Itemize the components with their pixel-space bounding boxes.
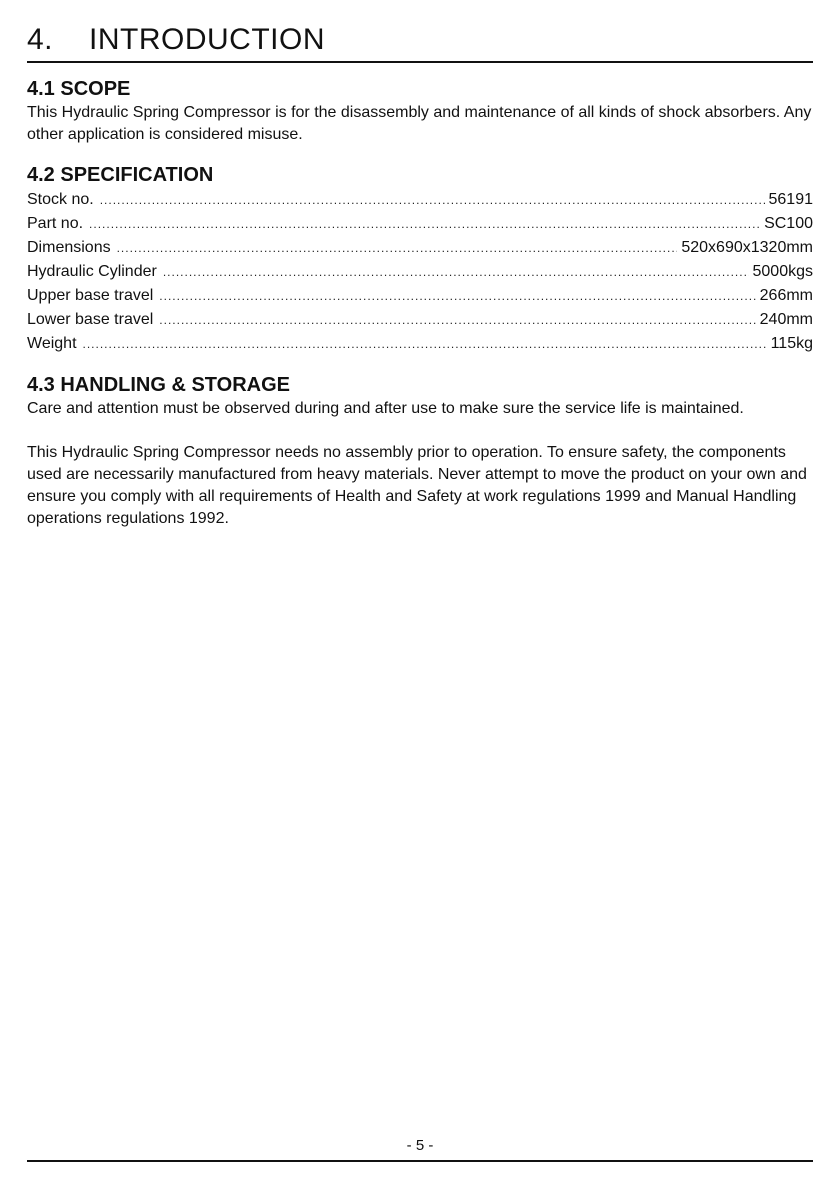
handling-paragraph-1: Care and attention must be observed during and after use to make sure the service life is maintained.	[27, 400, 744, 417]
spec-row-upper-base-travel	[27, 284, 813, 308]
page-number: - 5 -	[406, 1137, 434, 1154]
scope-heading: 4.1 SCOPE	[27, 78, 131, 100]
spec-label: Hydraulic Cylinder	[27, 263, 157, 280]
paragraph-spacer	[27, 420, 813, 442]
dot-leader	[83, 332, 767, 356]
dot-leader	[117, 236, 678, 260]
handling-paragraph-2: This Hydraulic Spring Compressor needs no assembly prior to operation. To ensure safety, the components used are necessarily manufactured from heavy materials. Never attempt to move the product on your own and ensure you comply with all requirements of Health and Safety at work regulations 1999 and Manual Handling operations regulations 1992.	[27, 444, 807, 527]
spec-label: Lower base travel	[27, 311, 154, 328]
spec-value: 266mm	[759, 287, 813, 304]
spec-value: 520x690x1320mm	[681, 239, 813, 256]
spec-row-weight	[27, 332, 813, 356]
scope-section	[27, 76, 813, 146]
spec-value: 115kg	[770, 335, 813, 352]
spec-label: Upper base travel	[27, 287, 154, 304]
specification-section	[27, 162, 813, 356]
chapter-number: 4.	[27, 23, 54, 56]
page-title	[27, 20, 325, 60]
handling-heading: 4.3 HANDLING & STORAGE	[27, 374, 290, 396]
title-divider	[27, 61, 813, 63]
specification-heading: 4.2 SPECIFICATION	[27, 164, 214, 186]
dot-leader	[159, 308, 755, 332]
chapter-title: INTRODUCTION	[89, 23, 325, 56]
spec-row-dimensions	[27, 236, 813, 260]
dot-leader	[163, 260, 749, 284]
spec-row-hydraulic-cylinder	[27, 260, 813, 284]
spec-value: 56191	[768, 191, 813, 208]
spec-row-stock-no	[27, 188, 813, 212]
dot-leader	[159, 284, 755, 308]
main-content	[27, 76, 813, 546]
spec-value: SC100	[764, 215, 813, 232]
spec-value: 240mm	[759, 311, 813, 328]
footer-divider	[27, 1160, 813, 1162]
spec-row-lower-base-travel	[27, 308, 813, 332]
spec-label: Weight	[27, 335, 77, 352]
scope-text: This Hydraulic Spring Compressor is for the disassembly and maintenance of all kinds of shock absorbers. Any other application is considered misuse.	[27, 104, 812, 143]
dot-leader	[89, 212, 760, 236]
spec-label: Dimensions	[27, 239, 111, 256]
dot-leader	[100, 188, 765, 212]
spec-label: Part no.	[27, 215, 84, 232]
spec-row-part-no	[27, 212, 813, 236]
spec-value: 5000kgs	[752, 263, 813, 280]
handling-storage-section	[27, 372, 813, 530]
spec-label: Stock no.	[27, 191, 94, 208]
specification-list	[27, 188, 813, 356]
